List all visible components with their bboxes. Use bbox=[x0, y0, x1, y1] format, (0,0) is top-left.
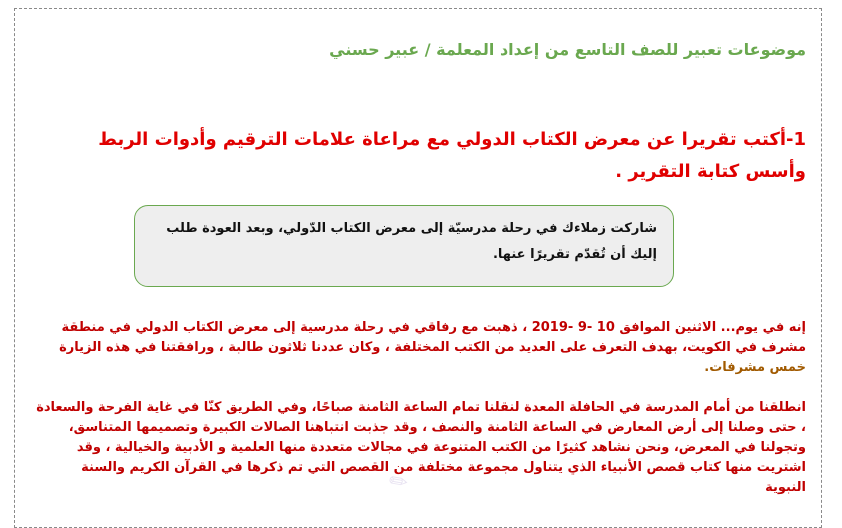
watermark-mark: ✎ bbox=[384, 466, 414, 499]
paragraph-1-text: إنه في يوم... الاثنين الموافق 10 -9 -2019 ، ذهبت مع رفاقي في رحلة مدرسية إلى معرض الكتاب الدولي في منطقة مشرف في الكويت، بهدف التعرف على العديد من الكتب المختلفة ، وكان عددنا ثلاثون طالبة ، ورافقتنا في هذه الزيارة bbox=[59, 320, 806, 355]
report-paragraph-1 bbox=[36, 318, 806, 378]
report-paragraph-2: انطلقنا من أمام المدرسة في الحافلة المعدة لنقلنا تمام الساعة الثامنة صباحًا، وفي الطريق كنّا في غاية الفرحة والسعادة ، حتى وصلنا إلى أرض المعارض في الساعة الثامنة والنصف ، وقد جذبت انتباهنا الصالات الكبيرة وتصميمها المتناسق، وتجولنا في المعرض، ونحن نشاهد كثيرًا من الكتب المتنوعة في مجالات متعددة منها العلمية و الأدبية والخيالية ، وقد اشتريت منها كتاب قصص الأنبياء الذي يتناول مجموعة مختلفة من القصص التي تم ذكرها في القرآن الكريم والسنة النبوية bbox=[36, 400, 806, 495]
prompt-box: شاركت زملاءك في رحلة مدرسيّة إلى معرض الكتاب الدّولي، وبعد العودة طلب إليك أن تُقدّم تقريرًا عنها. bbox=[134, 205, 674, 287]
question-title: 1-أكتب تقريرا عن معرض الكتاب الدولي مع مراعاة علامات الترقيم وأدوات الربط وأسس كتابة التقرير . bbox=[98, 129, 806, 182]
paragraph-1-highlight: خمس مشرفات. bbox=[704, 360, 806, 375]
document-heading: موضوعات تعبير للصف التاسع من إعداد المعلمة / عبير حسني bbox=[329, 40, 806, 59]
